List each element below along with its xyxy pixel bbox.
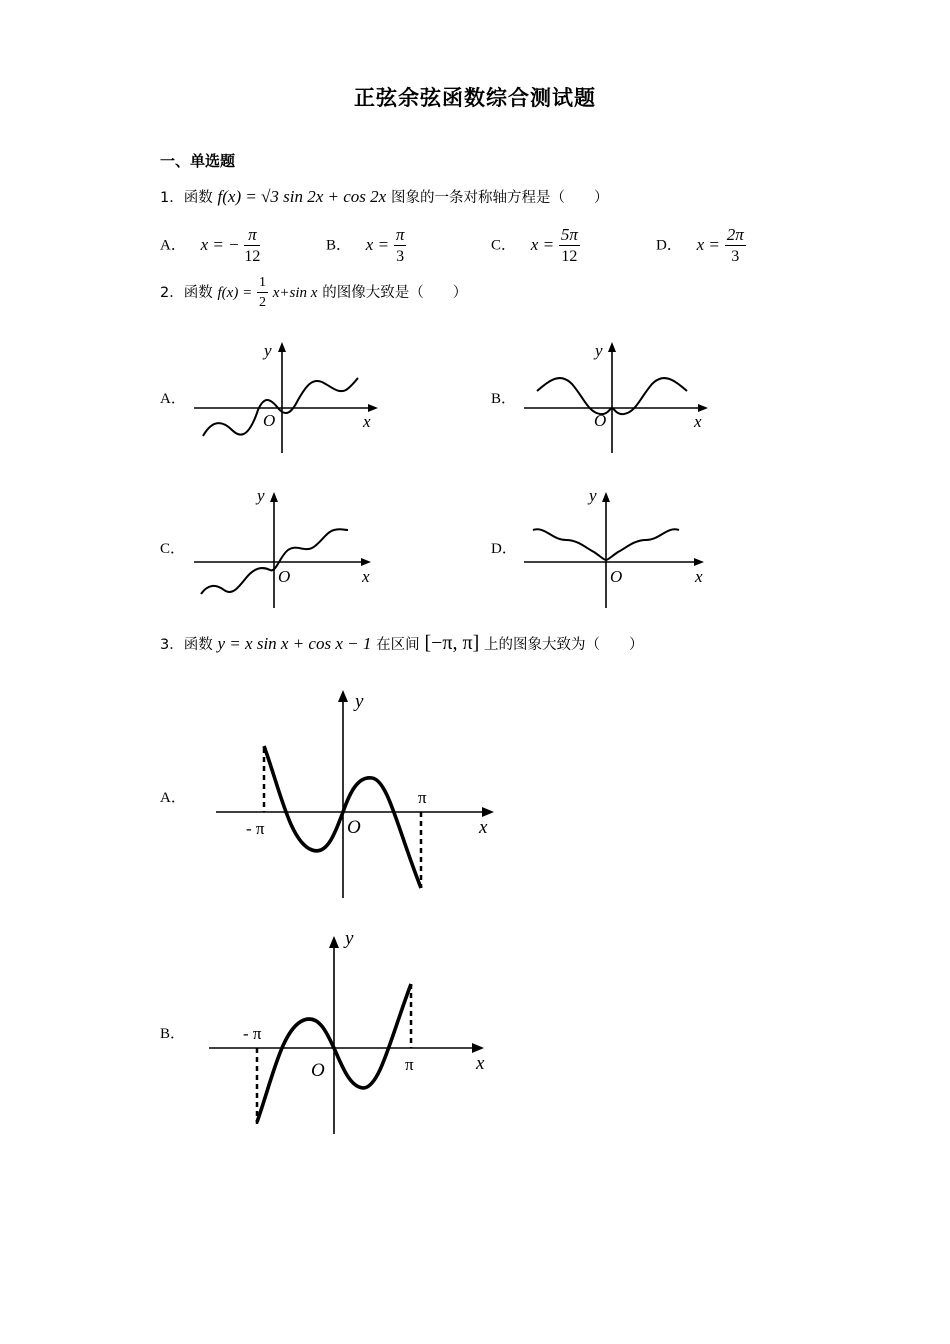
question-prefix: 函数	[183, 285, 213, 301]
question-3	[160, 632, 644, 655]
q2-option-c-label[interactable]: C．	[160, 541, 186, 557]
y-arrow-icon	[329, 936, 339, 948]
option-fraction: $\frac{5\pi}{12}$	[560, 225, 578, 265]
question-number: 2．	[160, 285, 184, 301]
x-arrow-icon	[694, 558, 704, 566]
formula-fraction: $\frac{1}{2}$	[258, 275, 266, 310]
option-fraction: $\frac{2\pi}{3}$	[726, 225, 744, 265]
q2-graph-d[interactable]	[524, 492, 704, 608]
y-arrow-icon	[278, 342, 286, 352]
origin-label: O	[263, 411, 276, 430]
x-axis-label: x	[363, 412, 371, 431]
x-arrow-icon	[698, 404, 708, 412]
y-axis-label: y	[264, 341, 272, 360]
q3-graph-a[interactable]	[216, 690, 494, 898]
y-axis-label: y	[257, 486, 265, 505]
q2-graph-c[interactable]	[194, 492, 371, 608]
formula-rhs: x+sin x	[272, 285, 318, 301]
option-fraction: $\frac{\pi}{12}$	[244, 225, 261, 265]
origin-label: O	[278, 567, 291, 586]
x-axis-label: x	[695, 567, 703, 586]
option-lhs: x =	[696, 234, 720, 254]
y-arrow-icon	[608, 342, 616, 352]
q2-graph-b[interactable]	[524, 342, 708, 453]
option-fraction: $\frac{\pi}{3}$	[395, 225, 405, 265]
x-axis-label: x	[362, 567, 370, 586]
pi-label: π	[418, 788, 427, 807]
page-title: 正弦余弦函数综合测试题	[354, 86, 596, 110]
q2-option-d-label[interactable]: D．	[491, 541, 517, 557]
question-prefix: 函数	[183, 637, 213, 653]
y-arrow-icon	[602, 492, 610, 502]
option-label: B．	[326, 237, 352, 254]
y-arrow-icon	[338, 690, 348, 702]
question-mid: 在区间	[376, 637, 420, 653]
curve	[203, 378, 358, 436]
q2-option-b-label[interactable]: B．	[491, 391, 517, 407]
neg-pi-label: - π	[243, 1024, 262, 1043]
x-arrow-icon	[361, 558, 371, 566]
y-axis-label: y	[595, 341, 603, 360]
option-label: A．	[160, 237, 186, 254]
origin-label: O	[347, 817, 361, 838]
option-lhs: x =	[365, 234, 390, 254]
y-arrow-icon	[270, 492, 278, 502]
option-label: C．	[491, 237, 517, 254]
q3-option-a-label[interactable]: A．	[160, 790, 186, 806]
x-axis-label: x	[694, 412, 702, 431]
x-axis-label: x	[479, 817, 488, 838]
origin-label: O	[311, 1060, 325, 1081]
pi-label: π	[405, 1055, 414, 1074]
section-heading: 一、单选题	[160, 152, 236, 170]
x-axis-label: x	[476, 1053, 485, 1074]
q2-graph-a[interactable]	[194, 342, 378, 453]
x-arrow-icon	[472, 1043, 484, 1053]
option-lhs: x = −	[200, 234, 240, 254]
question-prefix: 函数	[183, 190, 213, 206]
question-formula: y = x sin x + cos x − 1	[217, 634, 372, 653]
q3-graph-b[interactable]	[209, 928, 485, 1134]
option-label: D．	[656, 237, 682, 254]
q3-option-b-label[interactable]: B．	[160, 1026, 186, 1042]
origin-label: O	[610, 567, 623, 586]
x-arrow-icon	[368, 404, 378, 412]
question-suffix: 图象的一条对称轴方程是（ ）	[391, 190, 609, 206]
y-axis-label: y	[355, 691, 364, 712]
x-arrow-icon	[482, 807, 494, 817]
question-number: 1．	[160, 190, 184, 206]
question-suffix: 上的图象大致为（ ）	[484, 637, 644, 653]
formula-lhs: f(x) =	[217, 285, 253, 301]
origin-label: O	[594, 411, 607, 430]
question-formula: f(x) = √3 sin 2x + cos 2x	[217, 187, 387, 206]
q2-option-a-label[interactable]: A．	[160, 391, 186, 407]
question-number: 3．	[160, 637, 184, 653]
y-axis-label: y	[345, 928, 354, 949]
option-lhs: x =	[530, 234, 555, 254]
question-interval: [−π, π]	[424, 632, 480, 654]
question-suffix: 的图像大致是（ ）	[322, 285, 468, 301]
neg-pi-label: - π	[246, 819, 265, 838]
y-axis-label: y	[589, 486, 597, 505]
